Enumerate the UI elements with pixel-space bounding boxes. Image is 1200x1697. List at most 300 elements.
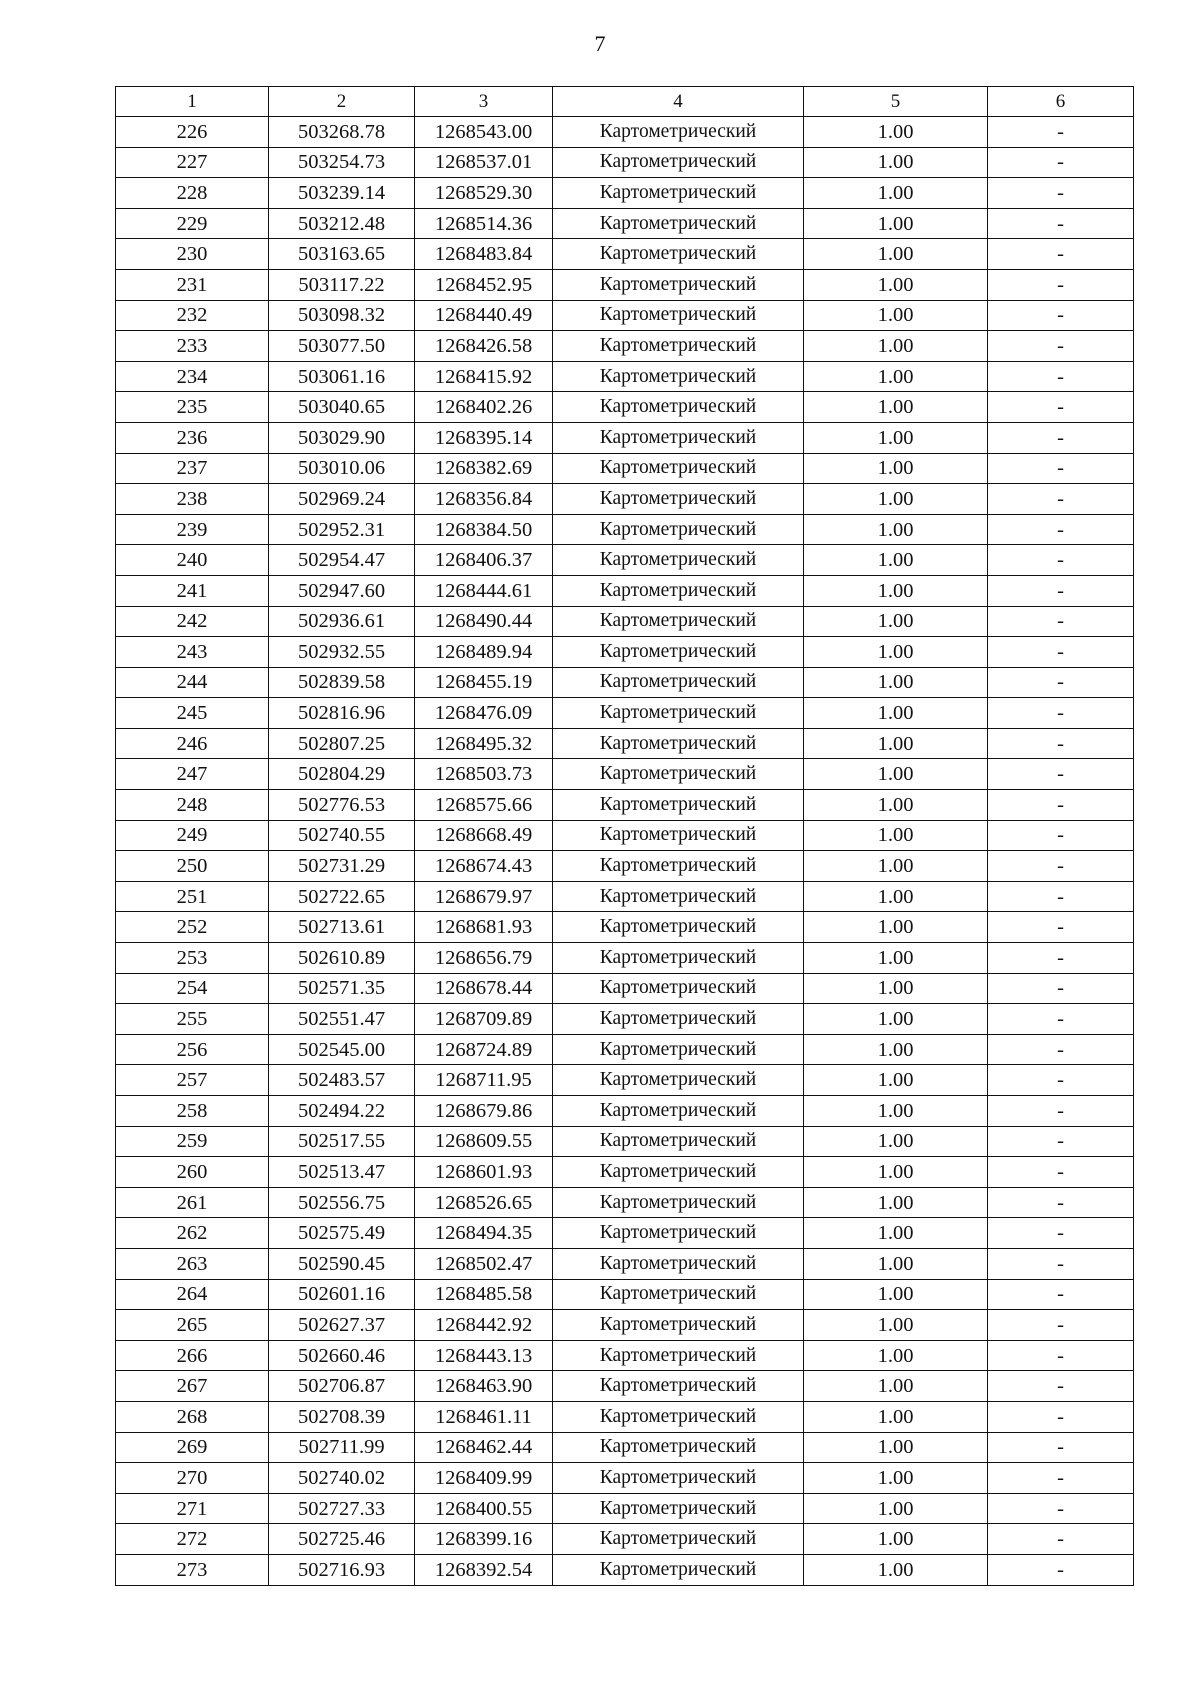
method-cell: Картометрический	[553, 1401, 804, 1432]
x-coordinate-cell: 503117.22	[269, 269, 415, 300]
note-cell: -	[988, 1034, 1134, 1065]
y-coordinate-cell: 1268461.11	[415, 1401, 553, 1432]
table-row	[116, 453, 1134, 484]
table-row	[116, 545, 1134, 576]
method-cell: Картометрический	[553, 422, 804, 453]
point-number-cell: 231	[116, 269, 269, 300]
method-cell: Картометрический	[553, 667, 804, 698]
table-row	[116, 1279, 1134, 1310]
table-row	[116, 484, 1134, 515]
note-cell: -	[988, 514, 1134, 545]
y-coordinate-cell: 1268502.47	[415, 1248, 553, 1279]
accuracy-cell: 1.00	[804, 239, 988, 270]
point-number-cell: 242	[116, 606, 269, 637]
method-cell: Картометрический	[553, 1554, 804, 1585]
accuracy-cell: 1.00	[804, 147, 988, 178]
accuracy-cell: 1.00	[804, 1279, 988, 1310]
column-header-1: 1	[116, 87, 269, 117]
x-coordinate-cell: 502740.55	[269, 820, 415, 851]
accuracy-cell: 1.00	[804, 1004, 988, 1035]
x-coordinate-cell: 502932.55	[269, 637, 415, 668]
note-cell: -	[988, 728, 1134, 759]
note-cell: -	[988, 1401, 1134, 1432]
point-number-cell: 226	[116, 117, 269, 148]
y-coordinate-cell: 1268356.84	[415, 484, 553, 515]
method-cell: Картометрический	[553, 178, 804, 209]
x-coordinate-cell: 503061.16	[269, 361, 415, 392]
accuracy-cell: 1.00	[804, 912, 988, 943]
table-row	[116, 1096, 1134, 1127]
point-number-cell: 247	[116, 759, 269, 790]
x-coordinate-cell: 502601.16	[269, 1279, 415, 1310]
point-number-cell: 229	[116, 208, 269, 239]
y-coordinate-cell: 1268483.84	[415, 239, 553, 270]
point-number-cell: 266	[116, 1340, 269, 1371]
method-cell: Картометрический	[553, 1218, 804, 1249]
accuracy-cell: 1.00	[804, 545, 988, 576]
table-row	[116, 422, 1134, 453]
note-cell: -	[988, 1096, 1134, 1127]
method-cell: Картометрический	[553, 239, 804, 270]
y-coordinate-cell: 1268526.65	[415, 1187, 553, 1218]
method-cell: Картометрический	[553, 453, 804, 484]
accuracy-cell: 1.00	[804, 1463, 988, 1494]
y-coordinate-cell: 1268415.92	[415, 361, 553, 392]
page-number: 7	[594, 31, 606, 56]
y-coordinate-cell: 1268463.90	[415, 1371, 553, 1402]
table-row	[116, 392, 1134, 423]
table-row	[116, 1432, 1134, 1463]
x-coordinate-cell: 502513.47	[269, 1157, 415, 1188]
table-row	[116, 1034, 1134, 1065]
method-cell: Картометрический	[553, 637, 804, 668]
accuracy-cell: 1.00	[804, 361, 988, 392]
point-number-cell: 246	[116, 728, 269, 759]
table-body	[116, 117, 1134, 1586]
note-cell: -	[988, 1065, 1134, 1096]
point-number-cell: 254	[116, 973, 269, 1004]
x-coordinate-cell: 502725.46	[269, 1524, 415, 1555]
point-number-cell: 260	[116, 1157, 269, 1188]
x-coordinate-cell: 502807.25	[269, 728, 415, 759]
y-coordinate-cell: 1268503.73	[415, 759, 553, 790]
note-cell: -	[988, 422, 1134, 453]
point-number-cell: 267	[116, 1371, 269, 1402]
method-cell: Картометрический	[553, 1004, 804, 1035]
point-number-cell: 271	[116, 1493, 269, 1524]
accuracy-cell: 1.00	[804, 943, 988, 974]
y-coordinate-cell: 1268409.99	[415, 1463, 553, 1494]
note-cell: -	[988, 851, 1134, 882]
x-coordinate-cell: 502954.47	[269, 545, 415, 576]
x-coordinate-cell: 502494.22	[269, 1096, 415, 1127]
x-coordinate-cell: 503239.14	[269, 178, 415, 209]
accuracy-cell: 1.00	[804, 667, 988, 698]
method-cell: Картометрический	[553, 361, 804, 392]
x-coordinate-cell: 502551.47	[269, 1004, 415, 1035]
note-cell: -	[988, 269, 1134, 300]
table-row	[116, 1371, 1134, 1402]
method-cell: Картометрический	[553, 943, 804, 974]
x-coordinate-cell: 502556.75	[269, 1187, 415, 1218]
accuracy-cell: 1.00	[804, 178, 988, 209]
table-row	[116, 208, 1134, 239]
point-number-cell: 257	[116, 1065, 269, 1096]
y-coordinate-cell: 1268402.26	[415, 392, 553, 423]
note-cell: -	[988, 1157, 1134, 1188]
x-coordinate-cell: 502575.49	[269, 1218, 415, 1249]
note-cell: -	[988, 545, 1134, 576]
method-cell: Картометрический	[553, 514, 804, 545]
note-cell: -	[988, 208, 1134, 239]
method-cell: Картометрический	[553, 1279, 804, 1310]
x-coordinate-cell: 502571.35	[269, 973, 415, 1004]
x-coordinate-cell: 502627.37	[269, 1310, 415, 1341]
y-coordinate-cell: 1268678.44	[415, 973, 553, 1004]
table-row	[116, 300, 1134, 331]
point-number-cell: 235	[116, 392, 269, 423]
note-cell: -	[988, 790, 1134, 821]
point-number-cell: 269	[116, 1432, 269, 1463]
point-number-cell: 250	[116, 851, 269, 882]
point-number-cell: 272	[116, 1524, 269, 1555]
y-coordinate-cell: 1268443.13	[415, 1340, 553, 1371]
y-coordinate-cell: 1268406.37	[415, 545, 553, 576]
y-coordinate-cell: 1268674.43	[415, 851, 553, 882]
method-cell: Картометрический	[553, 147, 804, 178]
x-coordinate-cell: 502706.87	[269, 1371, 415, 1402]
method-cell: Картометрический	[553, 1310, 804, 1341]
point-number-cell: 232	[116, 300, 269, 331]
point-number-cell: 241	[116, 575, 269, 606]
point-number-cell: 236	[116, 422, 269, 453]
table-row	[116, 1157, 1134, 1188]
x-coordinate-cell: 502936.61	[269, 606, 415, 637]
accuracy-cell: 1.00	[804, 575, 988, 606]
y-coordinate-cell: 1268679.97	[415, 881, 553, 912]
point-number-cell: 249	[116, 820, 269, 851]
x-coordinate-cell: 502816.96	[269, 698, 415, 729]
x-coordinate-cell: 502660.46	[269, 1340, 415, 1371]
accuracy-cell: 1.00	[804, 881, 988, 912]
point-number-cell: 270	[116, 1463, 269, 1494]
x-coordinate-cell: 503077.50	[269, 331, 415, 362]
point-number-cell: 255	[116, 1004, 269, 1035]
method-cell: Картометрический	[553, 575, 804, 606]
point-number-cell: 248	[116, 790, 269, 821]
table-row	[116, 147, 1134, 178]
y-coordinate-cell: 1268485.58	[415, 1279, 553, 1310]
note-cell: -	[988, 1187, 1134, 1218]
y-coordinate-cell: 1268444.61	[415, 575, 553, 606]
method-cell: Картометрический	[553, 1096, 804, 1127]
table-row	[116, 331, 1134, 362]
x-coordinate-cell: 502727.33	[269, 1493, 415, 1524]
x-coordinate-cell: 502722.65	[269, 881, 415, 912]
point-number-cell: 273	[116, 1554, 269, 1585]
table-row	[116, 1493, 1134, 1524]
accuracy-cell: 1.00	[804, 1248, 988, 1279]
x-coordinate-cell: 502517.55	[269, 1126, 415, 1157]
table-row	[116, 698, 1134, 729]
note-cell: -	[988, 1463, 1134, 1494]
point-number-cell: 244	[116, 667, 269, 698]
accuracy-cell: 1.00	[804, 973, 988, 1004]
table-row	[116, 1126, 1134, 1157]
x-coordinate-cell: 502590.45	[269, 1248, 415, 1279]
table-row	[116, 1463, 1134, 1494]
coordinates-table	[115, 86, 1134, 1586]
table-row	[116, 759, 1134, 790]
method-cell: Картометрический	[553, 912, 804, 943]
note-cell: -	[988, 361, 1134, 392]
column-header-5: 5	[804, 87, 988, 117]
note-cell: -	[988, 759, 1134, 790]
note-cell: -	[988, 575, 1134, 606]
accuracy-cell: 1.00	[804, 1310, 988, 1341]
note-cell: -	[988, 698, 1134, 729]
y-coordinate-cell: 1268395.14	[415, 422, 553, 453]
x-coordinate-cell: 502839.58	[269, 667, 415, 698]
accuracy-cell: 1.00	[804, 698, 988, 729]
table-row	[116, 1187, 1134, 1218]
point-number-cell: 245	[116, 698, 269, 729]
point-number-cell: 233	[116, 331, 269, 362]
point-number-cell: 239	[116, 514, 269, 545]
table-row	[116, 239, 1134, 270]
note-cell: -	[988, 1371, 1134, 1402]
method-cell: Картометрический	[553, 1463, 804, 1494]
x-coordinate-cell: 502711.99	[269, 1432, 415, 1463]
point-number-cell: 259	[116, 1126, 269, 1157]
y-coordinate-cell: 1268724.89	[415, 1034, 553, 1065]
note-cell: -	[988, 1310, 1134, 1341]
accuracy-cell: 1.00	[804, 1065, 988, 1096]
table-row	[116, 1248, 1134, 1279]
accuracy-cell: 1.00	[804, 269, 988, 300]
table-row	[116, 1524, 1134, 1555]
note-cell: -	[988, 1248, 1134, 1279]
y-coordinate-cell: 1268601.93	[415, 1157, 553, 1188]
method-cell: Картометрический	[553, 484, 804, 515]
point-number-cell: 243	[116, 637, 269, 668]
accuracy-cell: 1.00	[804, 851, 988, 882]
accuracy-cell: 1.00	[804, 208, 988, 239]
point-number-cell: 227	[116, 147, 269, 178]
method-cell: Картометрический	[553, 790, 804, 821]
method-cell: Картометрический	[553, 1524, 804, 1555]
y-coordinate-cell: 1268495.32	[415, 728, 553, 759]
point-number-cell: 252	[116, 912, 269, 943]
column-header-2: 2	[269, 87, 415, 117]
y-coordinate-cell: 1268400.55	[415, 1493, 553, 1524]
method-cell: Картометрический	[553, 1340, 804, 1371]
y-coordinate-cell: 1268489.94	[415, 637, 553, 668]
note-cell: -	[988, 881, 1134, 912]
x-coordinate-cell: 502740.02	[269, 1463, 415, 1494]
table-row	[116, 606, 1134, 637]
accuracy-cell: 1.00	[804, 392, 988, 423]
y-coordinate-cell: 1268656.79	[415, 943, 553, 974]
table-row	[116, 790, 1134, 821]
table-row	[116, 881, 1134, 912]
column-header-3: 3	[415, 87, 553, 117]
table-row	[116, 637, 1134, 668]
accuracy-cell: 1.00	[804, 484, 988, 515]
method-cell: Картометрический	[553, 759, 804, 790]
table-row	[116, 1310, 1134, 1341]
accuracy-cell: 1.00	[804, 1432, 988, 1463]
x-coordinate-cell: 503254.73	[269, 147, 415, 178]
accuracy-cell: 1.00	[804, 637, 988, 668]
point-number-cell: 251	[116, 881, 269, 912]
note-cell: -	[988, 606, 1134, 637]
accuracy-cell: 1.00	[804, 1340, 988, 1371]
table-row	[116, 575, 1134, 606]
method-cell: Картометрический	[553, 973, 804, 1004]
accuracy-cell: 1.00	[804, 1371, 988, 1402]
method-cell: Картометрический	[553, 1371, 804, 1402]
note-cell: -	[988, 331, 1134, 362]
x-coordinate-cell: 502952.31	[269, 514, 415, 545]
note-cell: -	[988, 1340, 1134, 1371]
x-coordinate-cell: 502716.93	[269, 1554, 415, 1585]
x-coordinate-cell: 502483.57	[269, 1065, 415, 1096]
note-cell: -	[988, 667, 1134, 698]
method-cell: Картометрический	[553, 208, 804, 239]
point-number-cell: 228	[116, 178, 269, 209]
x-coordinate-cell: 503010.06	[269, 453, 415, 484]
point-number-cell: 238	[116, 484, 269, 515]
note-cell: -	[988, 484, 1134, 515]
method-cell: Картометрический	[553, 1248, 804, 1279]
accuracy-cell: 1.00	[804, 1034, 988, 1065]
note-cell: -	[988, 1432, 1134, 1463]
point-number-cell: 234	[116, 361, 269, 392]
note-cell: -	[988, 820, 1134, 851]
y-coordinate-cell: 1268399.16	[415, 1524, 553, 1555]
point-number-cell: 256	[116, 1034, 269, 1065]
x-coordinate-cell: 503029.90	[269, 422, 415, 453]
y-coordinate-cell: 1268529.30	[415, 178, 553, 209]
note-cell: -	[988, 178, 1134, 209]
point-number-cell: 264	[116, 1279, 269, 1310]
x-coordinate-cell: 502731.29	[269, 851, 415, 882]
point-number-cell: 263	[116, 1248, 269, 1279]
y-coordinate-cell: 1268382.69	[415, 453, 553, 484]
y-coordinate-cell: 1268462.44	[415, 1432, 553, 1463]
method-cell: Картометрический	[553, 1126, 804, 1157]
y-coordinate-cell: 1268440.49	[415, 300, 553, 331]
accuracy-cell: 1.00	[804, 331, 988, 362]
y-coordinate-cell: 1268681.93	[415, 912, 553, 943]
y-coordinate-cell: 1268668.49	[415, 820, 553, 851]
accuracy-cell: 1.00	[804, 1218, 988, 1249]
accuracy-cell: 1.00	[804, 300, 988, 331]
table-header-row	[116, 87, 1134, 117]
table-row	[116, 178, 1134, 209]
note-cell: -	[988, 239, 1134, 270]
accuracy-cell: 1.00	[804, 1401, 988, 1432]
accuracy-cell: 1.00	[804, 1096, 988, 1127]
method-cell: Картометрический	[553, 1157, 804, 1188]
table-row	[116, 1554, 1134, 1585]
method-cell: Картометрический	[553, 331, 804, 362]
note-cell: -	[988, 1524, 1134, 1555]
x-coordinate-cell: 503163.65	[269, 239, 415, 270]
x-coordinate-cell: 502545.00	[269, 1034, 415, 1065]
accuracy-cell: 1.00	[804, 117, 988, 148]
x-coordinate-cell: 502804.29	[269, 759, 415, 790]
table-row	[116, 667, 1134, 698]
table-row	[116, 1218, 1134, 1249]
note-cell: -	[988, 973, 1134, 1004]
y-coordinate-cell: 1268679.86	[415, 1096, 553, 1127]
x-coordinate-cell: 503212.48	[269, 208, 415, 239]
y-coordinate-cell: 1268384.50	[415, 514, 553, 545]
x-coordinate-cell: 502708.39	[269, 1401, 415, 1432]
note-cell: -	[988, 1493, 1134, 1524]
note-cell: -	[988, 147, 1134, 178]
table-row	[116, 269, 1134, 300]
accuracy-cell: 1.00	[804, 820, 988, 851]
x-coordinate-cell: 503040.65	[269, 392, 415, 423]
y-coordinate-cell: 1268543.00	[415, 117, 553, 148]
note-cell: -	[988, 453, 1134, 484]
accuracy-cell: 1.00	[804, 1157, 988, 1188]
note-cell: -	[988, 117, 1134, 148]
table-row	[116, 943, 1134, 974]
note-cell: -	[988, 1126, 1134, 1157]
point-number-cell: 240	[116, 545, 269, 576]
accuracy-cell: 1.00	[804, 453, 988, 484]
note-cell: -	[988, 392, 1134, 423]
point-number-cell: 253	[116, 943, 269, 974]
method-cell: Картометрический	[553, 820, 804, 851]
y-coordinate-cell: 1268514.36	[415, 208, 553, 239]
table-row	[116, 912, 1134, 943]
note-cell: -	[988, 943, 1134, 974]
accuracy-cell: 1.00	[804, 1126, 988, 1157]
table-row	[116, 361, 1134, 392]
point-number-cell: 265	[116, 1310, 269, 1341]
y-coordinate-cell: 1268426.58	[415, 331, 553, 362]
method-cell: Картометрический	[553, 545, 804, 576]
note-cell: -	[988, 1279, 1134, 1310]
table-row	[116, 820, 1134, 851]
point-number-cell: 262	[116, 1218, 269, 1249]
x-coordinate-cell: 503268.78	[269, 117, 415, 148]
table-row	[116, 973, 1134, 1004]
accuracy-cell: 1.00	[804, 1554, 988, 1585]
accuracy-cell: 1.00	[804, 514, 988, 545]
y-coordinate-cell: 1268609.55	[415, 1126, 553, 1157]
method-cell: Картометрический	[553, 1432, 804, 1463]
method-cell: Картометрический	[553, 392, 804, 423]
table-row	[116, 514, 1134, 545]
y-coordinate-cell: 1268490.44	[415, 606, 553, 637]
table-row	[116, 728, 1134, 759]
method-cell: Картометрический	[553, 1187, 804, 1218]
accuracy-cell: 1.00	[804, 759, 988, 790]
method-cell: Картометрический	[553, 269, 804, 300]
y-coordinate-cell: 1268575.66	[415, 790, 553, 821]
method-cell: Картометрический	[553, 606, 804, 637]
y-coordinate-cell: 1268711.95	[415, 1065, 553, 1096]
y-coordinate-cell: 1268476.09	[415, 698, 553, 729]
method-cell: Картометрический	[553, 851, 804, 882]
table-row	[116, 1340, 1134, 1371]
